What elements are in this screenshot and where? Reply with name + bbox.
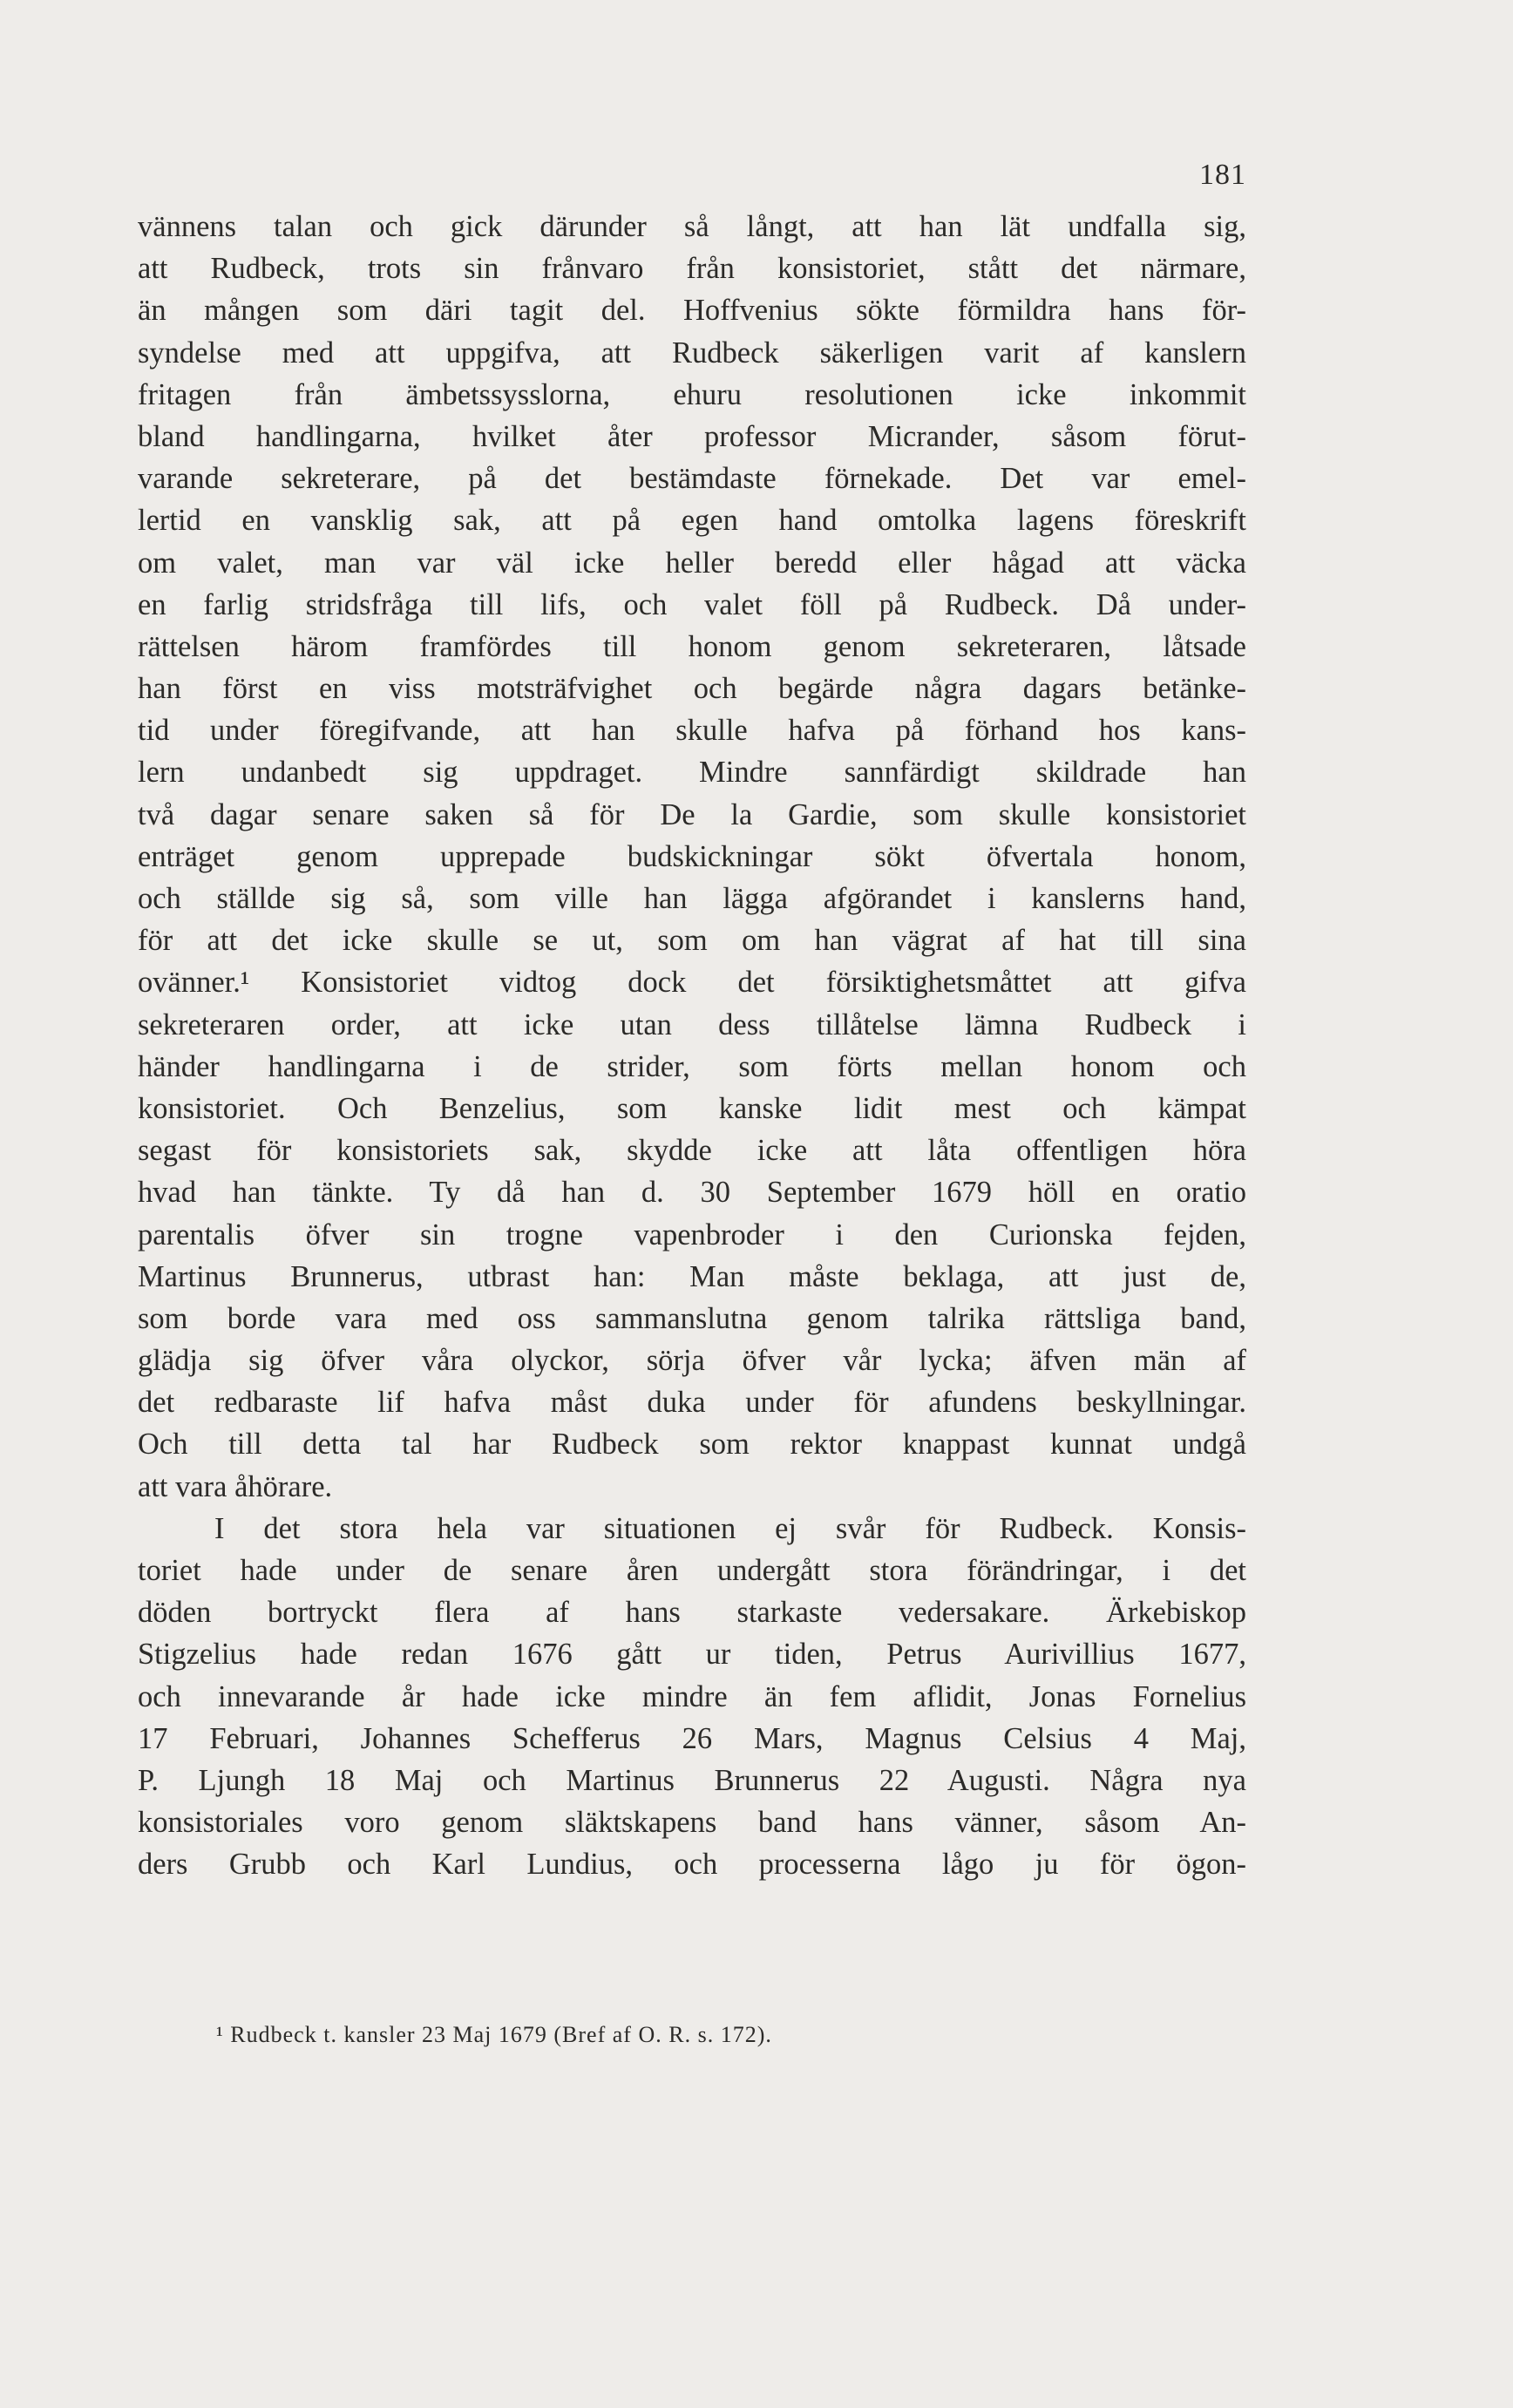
text-line: Och till detta tal har Rudbeck som rektor knappast kunnat undgå <box>138 1428 1246 1462</box>
text-line: döden bortryckt flera af hans starkaste vedersakare. Ärkebiskop <box>138 1596 1246 1630</box>
text-line: två dagar senare saken så för De la Gardie, som skulle konsistoriet <box>138 797 1246 831</box>
text-line: 17 Februari, Johannes Schefferus 26 Mars, Magnus Celsius 4 Maj, <box>138 1721 1246 1755</box>
text-line: en farlig stridsfråga till lifs, och valet föll på Rudbeck. Då under- <box>138 587 1246 621</box>
text-line: glädja sig öfver våra olyckor, sörja öfver vår lycka; äfven män af <box>138 1344 1246 1378</box>
page-number: 181 <box>1199 159 1246 191</box>
text-line: och innevarande år hade icke mindre än fem aflidit, Jonas Fornelius <box>138 1679 1246 1713</box>
text-line: sekreteraren order, att icke utan dess tillåtelse lämna Rudbeck i <box>138 1007 1246 1041</box>
text-line: om valet, man var väl icke heller beredd eller hågad att väcka <box>138 546 1246 580</box>
text-line: bland handlingarna, hvilket åter professor Micrander, såsom förut- <box>138 419 1246 453</box>
text-line: det redbaraste lif hafva måst duka under för afundens beskyllningar. <box>138 1386 1246 1420</box>
text-line: som borde vara med oss sammanslutna genom talrika rättsliga band, <box>138 1301 1246 1335</box>
text-line: konsistoriales voro genom släktskapens band hans vänner, såsom An- <box>138 1806 1246 1840</box>
text-line: ders Grubb och Karl Lundius, och processerna lågo ju för ögon- <box>138 1848 1246 1882</box>
text-line: varande sekreterare, på det bestämdaste förnekade. Det var emel- <box>138 462 1246 496</box>
text-line: Stigzelius hade redan 1676 gått ur tiden, Petrus Aurivillius 1677, <box>138 1638 1246 1672</box>
text-line: segast för konsistoriets sak, skydde icke att låta offentligen höra <box>138 1134 1246 1168</box>
text-line: att Rudbeck, trots sin frånvaro från konsistoriet, stått det närmare, <box>138 252 1246 286</box>
text-line: syndelse med att uppgifva, att Rudbeck säkerligen varit af kanslern <box>138 336 1246 370</box>
text-line: han först en viss motsträfvighet och begärde några dagars betänke- <box>138 672 1246 706</box>
text-line: och ställde sig så, som ville han lägga afgörandet i kanslerns hand, <box>138 882 1246 915</box>
text-line: lertid en vansklig sak, att på egen hand omtolka lagens föreskrift <box>138 504 1246 538</box>
text-line: konsistoriet. Och Benzelius, som kanske lidit mest och kämpat <box>138 1091 1246 1125</box>
text-line: Martinus Brunnerus, utbrast han: Man måste beklaga, att just de, <box>138 1259 1246 1293</box>
footnote: ¹ Rudbeck t. kansler 23 Maj 1679 (Bref af O. R. s. 172). <box>216 2022 772 2047</box>
text-line: hvad han tänkte. Ty då han d. 30 September 1679 höll en oratio <box>138 1176 1246 1210</box>
text-line: fritagen från ämbetssysslorna, ehuru resolutionen icke inkommit <box>138 377 1246 411</box>
text-line: för att det icke skulle se ut, som om han vägrat af hat till sina <box>138 924 1246 958</box>
text-line: än mången som däri tagit del. Hoffvenius sökte förmildra hans för- <box>138 294 1246 328</box>
text-line: enträget genom upprepade budskickningar sökt öfvertala honom, <box>138 839 1246 873</box>
body-text <box>138 206 1246 1886</box>
text-line: rättelsen härom framfördes till honom genom sekreteraren, låtsade <box>138 629 1246 663</box>
text-line: ovänner.¹ Konsistoriet vidtog dock det försiktighetsmåttet att gifva <box>138 966 1246 1000</box>
text-line: tid under föregifvande, att han skulle hafva på förhand hos kans- <box>138 714 1246 748</box>
text-line: lern undanbedt sig uppdraget. Mindre sannfärdigt skildrade han <box>138 756 1246 790</box>
paragraph-start-line: I det stora hela var situationen ej svår för Rudbeck. Konsis- <box>214 1511 1246 1545</box>
text-line: parentalis öfver sin trogne vapenbroder i den Curionska fejden, <box>138 1218 1246 1251</box>
text-line: toriet hade under de senare åren undergått stora förändringar, i det <box>138 1554 1246 1587</box>
text-line: händer handlingarna i de strider, som förts mellan honom och <box>138 1049 1246 1083</box>
text-line: P. Ljungh 18 Maj och Martinus Brunnerus 22 Augusti. Några nya <box>138 1763 1246 1797</box>
paragraph-end-line: att vara åhörare. <box>138 1469 333 1503</box>
text-line: vännens talan och gick därunder så långt, att han lät undfalla sig, <box>138 210 1246 243</box>
